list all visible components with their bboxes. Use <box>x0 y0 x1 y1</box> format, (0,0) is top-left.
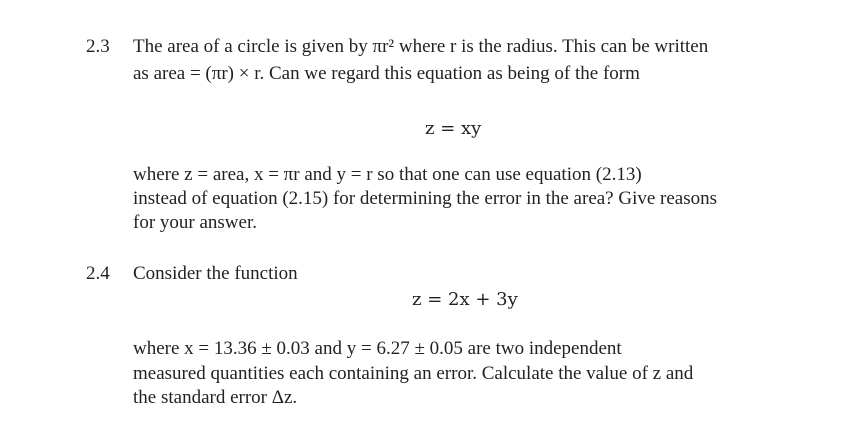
problem-2-3-line-2: as area = (πr) × r. Can we regard this equation as being of the form <box>133 63 640 84</box>
problem-number-2-3: 2.3 <box>86 36 110 57</box>
problem-number-2-4: 2.4 <box>86 263 110 284</box>
equation-z-xy: z = xy <box>425 118 482 139</box>
problem-2-3-line-3: where z = area, x = πr and y = r so that one can use equation (2.13) <box>133 164 642 185</box>
problem-2-3-line-1: The area of a circle is given by πr² where r is the radius. This can be written <box>133 36 709 57</box>
problem-2-4-line-4: the standard error Δz. <box>133 387 298 408</box>
problem-2-4-line-1: Consider the function <box>133 263 298 284</box>
problem-2-4-line-3: measured quantities each containing an error. Calculate the value of z and <box>133 363 694 384</box>
problem-2-4-line-2: where x = 13.36 ± 0.03 and y = 6.27 ± 0.05 are two independent <box>133 338 622 359</box>
equation-z-2x-3y: z = 2x + 3y <box>412 289 518 310</box>
problem-2-3-line-5: for your answer. <box>133 212 257 233</box>
problem-2-3-line-4: instead of equation (2.15) for determining the error in the area? Give reasons <box>133 188 718 209</box>
